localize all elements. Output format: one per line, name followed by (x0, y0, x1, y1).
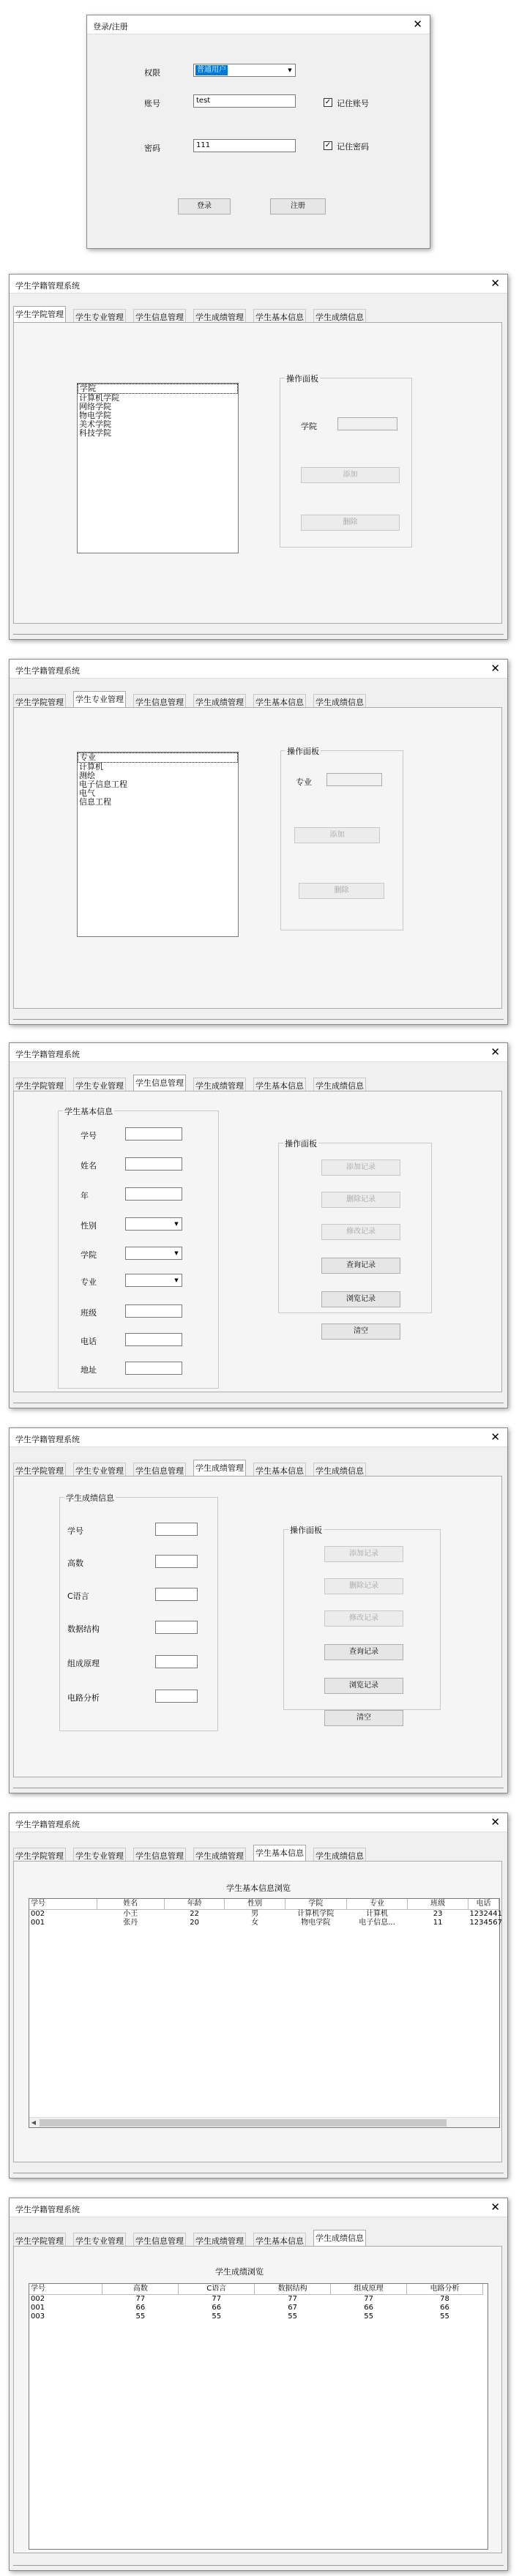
tab-strip (13, 306, 496, 322)
app-title: 学生学籍管理系统 (15, 1820, 80, 1829)
grades-table (29, 2284, 483, 2321)
table-cell: 55 (440, 2312, 449, 2321)
table-cell: 66 (364, 2303, 373, 2312)
table-cell: 男 (251, 1909, 259, 1918)
major-field-label: 专业 (296, 777, 312, 787)
status-bar (13, 1019, 504, 1020)
app-titlebar (10, 275, 507, 294)
close-icon[interactable]: ✕ (490, 277, 500, 290)
table-cell: 23 (433, 1909, 443, 1918)
column-header[interactable]: 高数 (102, 2284, 179, 2294)
info-window (9, 1042, 508, 1408)
delete-button[interactable]: 删除 (301, 515, 400, 531)
tab-info[interactable]: 学生信息管理 (133, 2233, 186, 2246)
app-titlebar (10, 2198, 507, 2217)
app-titlebar (10, 1813, 507, 1832)
table-cell: 55 (212, 2312, 222, 2321)
table-cell: 77 (288, 2294, 298, 2303)
tab-grades-view[interactable]: 学生成绩信息 (313, 1078, 366, 1091)
list-item[interactable]: 计算机 (79, 762, 103, 772)
list-item[interactable]: 电子信息工程 (79, 780, 127, 789)
close-icon[interactable]: ✕ (490, 1430, 500, 1444)
college-list[interactable] (77, 383, 239, 553)
grades-view-tab-page (13, 2246, 502, 2553)
add-record-button[interactable]: 添加记录 (321, 1160, 400, 1176)
table-row[interactable] (29, 2304, 483, 2312)
table-cell: 003 (31, 2312, 45, 2321)
table-cell: 001 (31, 2303, 45, 2312)
tab-grades[interactable]: 学生成绩管理 (193, 1078, 246, 1091)
college-tab-page (13, 322, 502, 624)
tab-info[interactable]: 学生信息管理 (133, 309, 186, 322)
basic-info-table (29, 1899, 502, 1927)
tab-basic-view[interactable]: 学生基本信息 (253, 309, 306, 322)
query-record-button[interactable]: 查询记录 (324, 1644, 403, 1660)
field-label-math: 高数 (67, 1558, 83, 1568)
grades-view-caption: 学生成绩浏览 (215, 2267, 264, 2277)
table-header (29, 1899, 499, 1909)
tab-major[interactable]: 学生专业管理 (73, 309, 126, 322)
ops-panel-title: 操作面板 (285, 1139, 317, 1149)
ops-panel (278, 1139, 432, 1335)
browse-record-button[interactable]: 浏览记录 (324, 1678, 403, 1694)
table-cell: 1234567 (469, 1918, 502, 1927)
tab-college[interactable]: 学生学院管理 (13, 1848, 66, 1861)
table-cell: 20 (190, 1918, 199, 1927)
id-input[interactable] (125, 1127, 182, 1140)
college-input[interactable] (337, 417, 397, 430)
class-input[interactable] (125, 1304, 182, 1318)
add-button[interactable]: 添加 (301, 467, 400, 483)
column-header[interactable]: 年龄 (164, 1899, 225, 1909)
age-input[interactable] (125, 1187, 182, 1201)
tab-college[interactable]: 学生学院管理 (13, 306, 66, 322)
grades-view-window (9, 2198, 508, 2571)
add-button[interactable]: 添加 (294, 827, 380, 843)
tab-grades[interactable]: 学生成绩管理 (193, 2233, 246, 2246)
field-label-co: 组成原理 (67, 1659, 100, 1668)
college-window (9, 274, 508, 640)
tab-basic-view[interactable]: 学生基本信息 (253, 1078, 306, 1091)
login-titlebar (87, 15, 430, 34)
table-cell: 77 (135, 2294, 146, 2303)
field-label-gender: 性别 (81, 1221, 97, 1231)
ops-panel (283, 1526, 441, 1722)
major-window (9, 659, 508, 1025)
ops-panel (280, 747, 403, 930)
math-input[interactable] (155, 1555, 198, 1568)
clear-button[interactable]: 清空 (321, 1324, 400, 1340)
table-cell: 001 (31, 1918, 45, 1927)
list-item[interactable]: 测绘 (79, 771, 95, 780)
delete-record-button[interactable]: 删除记录 (321, 1192, 400, 1208)
column-header[interactable]: 组成原理 (331, 2284, 407, 2294)
field-label-major: 专业 (81, 1277, 97, 1287)
tab-grades-view[interactable]: 学生成绩信息 (313, 309, 366, 322)
tab-college[interactable]: 学生学院管理 (13, 1078, 66, 1091)
tab-info[interactable]: 学生信息管理 (133, 1075, 186, 1091)
grades-tab-page (13, 1476, 502, 1777)
tab-info[interactable]: 学生信息管理 (133, 1848, 186, 1861)
ds-input[interactable] (155, 1621, 198, 1634)
column-header[interactable]: 数据结构 (255, 2284, 331, 2294)
tab-grades-view[interactable]: 学生成绩信息 (313, 2230, 366, 2246)
column-header[interactable]: 性别 (225, 1899, 285, 1909)
modify-record-button[interactable]: 修改记录 (321, 1224, 400, 1240)
app-title: 学生学籍管理系统 (15, 2205, 80, 2214)
student-info-group (58, 1107, 219, 1389)
tab-grades-view[interactable]: 学生成绩信息 (313, 694, 366, 707)
column-header[interactable]: 电话 (468, 1899, 499, 1909)
field-label-address: 地址 (81, 1365, 97, 1375)
app-titlebar (10, 1043, 507, 1062)
table-row[interactable] (29, 2294, 483, 2304)
scroll-thumb[interactable] (40, 2119, 447, 2127)
login-window (86, 15, 430, 249)
co-input[interactable] (155, 1655, 198, 1668)
table-cell: 张丹 (123, 1918, 138, 1927)
tab-major[interactable]: 学生专业管理 (73, 1463, 126, 1476)
ops-panel (280, 374, 412, 548)
id-input[interactable] (155, 1523, 198, 1536)
tab-basic-view[interactable]: 学生基本信息 (253, 1845, 306, 1861)
table-row[interactable] (29, 2312, 483, 2321)
app-title: 学生学籍管理系统 (15, 666, 80, 676)
table-cell: 小王 (123, 1909, 138, 1918)
chevron-down-icon: ▼ (174, 1250, 179, 1256)
table-cell: 物电学院 (301, 1918, 331, 1927)
table-cell: 77 (212, 2294, 222, 2303)
table-cell: 55 (288, 2312, 298, 2321)
tab-college[interactable]: 学生学院管理 (13, 694, 66, 707)
field-label-id: 学号 (81, 1131, 97, 1140)
app-title: 学生学籍管理系统 (15, 281, 80, 291)
remember-account-label: 记住账号 (337, 99, 369, 108)
field-label-class: 班级 (81, 1308, 97, 1318)
address-input[interactable] (125, 1362, 182, 1375)
table-cell: 002 (31, 2294, 45, 2303)
role-select[interactable] (193, 64, 296, 77)
info-tab-page (13, 1091, 502, 1392)
remember-password-label: 记住密码 (337, 142, 369, 152)
account-input[interactable]: test (193, 94, 296, 108)
column-header[interactable]: 电路分析 (407, 2284, 483, 2294)
gender-select[interactable] (125, 1217, 182, 1231)
table-cell: 66 (135, 2303, 146, 2312)
table-cell: 67 (288, 2303, 298, 2312)
column-header[interactable]: 班级 (408, 1899, 468, 1909)
tab-strip (13, 691, 496, 707)
list-item[interactable]: 物电学院 (79, 411, 111, 420)
table-cell: 66 (212, 2303, 222, 2312)
tab-strip (13, 1460, 496, 1476)
close-icon[interactable]: ✕ (413, 18, 422, 31)
column-header[interactable]: 学号 (29, 2284, 102, 2294)
grades-window (9, 1427, 508, 1793)
chevron-down-icon: ▼ (174, 1221, 179, 1227)
role-value: 普通用户 (197, 66, 226, 74)
tab-grades[interactable]: 学生成绩管理 (193, 1460, 246, 1476)
list-item[interactable]: 信息工程 (79, 797, 111, 807)
major-input[interactable] (326, 773, 382, 786)
field-label-ds: 数据结构 (67, 1624, 100, 1634)
tab-grades[interactable]: 学生成绩管理 (193, 694, 246, 707)
student-info-title: 学生基本信息 (64, 1107, 113, 1116)
table-cell: 22 (190, 1909, 199, 1918)
register-button[interactable]: 注册 (270, 198, 326, 214)
column-header[interactable]: 学院 (285, 1899, 346, 1909)
close-icon[interactable]: ✕ (490, 1815, 500, 1829)
app-title: 学生学籍管理系统 (15, 1050, 80, 1059)
column-header[interactable]: 专业 (346, 1899, 408, 1909)
browse-record-button[interactable]: 浏览记录 (321, 1291, 400, 1307)
major-select[interactable] (125, 1274, 182, 1287)
tab-basic-view[interactable]: 学生基本信息 (253, 694, 306, 707)
list-item[interactable]: 专业 (78, 753, 238, 763)
field-label-college: 学院 (81, 1250, 97, 1260)
column-header[interactable]: 姓名 (97, 1899, 164, 1909)
login-button[interactable]: 登录 (178, 198, 231, 214)
clear-button[interactable]: 清空 (324, 1710, 403, 1726)
tab-strip (13, 2230, 496, 2246)
field-label-phone: 电话 (81, 1337, 97, 1346)
list-item[interactable]: 美术学院 (79, 419, 111, 429)
basic-view-caption: 学生基本信息浏览 (226, 1884, 291, 1893)
field-label-id: 学号 (67, 1526, 83, 1536)
tab-basic-view[interactable]: 学生基本信息 (253, 1463, 306, 1476)
list-item[interactable]: 计算机学院 (79, 393, 119, 403)
password-input[interactable]: 111 (193, 139, 296, 152)
table-cell: 78 (440, 2294, 449, 2303)
list-item[interactable]: 科技学院 (79, 428, 111, 438)
ops-panel-title: 操作面板 (290, 1526, 322, 1535)
close-icon[interactable]: ✕ (490, 662, 500, 675)
column-header[interactable]: C语言 (179, 2284, 255, 2294)
query-record-button[interactable]: 查询记录 (321, 1258, 400, 1274)
table-cell: 002 (31, 1909, 45, 1918)
tab-strip (13, 1845, 496, 1861)
major-tab-page (13, 707, 502, 1009)
list-item[interactable]: 电气 (79, 788, 95, 798)
field-label-c: C语言 (67, 1591, 89, 1601)
tab-grades[interactable]: 学生成绩管理 (193, 309, 246, 322)
basic-view-tab-page (13, 1861, 502, 2162)
table-cell: 11 (433, 1918, 443, 1927)
horizontal-scrollbar[interactable] (29, 2117, 499, 2127)
chevron-down-icon: ▼ (174, 1277, 179, 1283)
table-cell: 55 (364, 2312, 373, 2321)
delete-button[interactable]: 删除 (299, 883, 384, 899)
remember-account-checkbox[interactable]: ✓ (324, 98, 332, 106)
table-cell: 55 (135, 2312, 146, 2321)
tab-major[interactable]: 学生专业管理 (73, 691, 126, 707)
phone-input[interactable] (125, 1333, 182, 1346)
ops-panel-title: 操作面板 (286, 374, 318, 384)
tab-college[interactable]: 学生学院管理 (13, 2233, 66, 2246)
tab-college[interactable]: 学生学院管理 (13, 1463, 66, 1476)
modify-record-button[interactable]: 修改记录 (324, 1610, 403, 1627)
circuit-input[interactable] (155, 1690, 198, 1703)
grades-info-title: 学生成绩信息 (66, 1493, 114, 1503)
table-cell: 女 (251, 1918, 259, 1927)
chevron-down-icon: ▼ (288, 67, 292, 73)
tab-grades-view[interactable]: 学生成绩信息 (313, 1463, 366, 1476)
name-input[interactable] (125, 1157, 182, 1171)
add-record-button[interactable]: 添加记录 (324, 1546, 403, 1562)
field-label-age: 年 (81, 1191, 89, 1201)
tab-strip (13, 1075, 496, 1091)
tab-info[interactable]: 学生信息管理 (133, 694, 186, 707)
ops-panel-title: 操作面板 (287, 747, 319, 756)
role-label: 权限 (144, 68, 160, 78)
close-icon[interactable]: ✕ (490, 1045, 500, 1059)
column-header[interactable]: 学号 (29, 1899, 97, 1909)
tab-major[interactable]: 学生专业管理 (73, 1848, 126, 1861)
remember-password-checkbox[interactable]: ✓ (324, 141, 332, 149)
table-cell: 计算机 (366, 1909, 389, 1918)
table-row[interactable] (29, 1919, 499, 1927)
delete-record-button[interactable]: 删除记录 (324, 1578, 403, 1594)
status-bar (13, 634, 504, 635)
tab-grades[interactable]: 学生成绩管理 (193, 1848, 246, 1861)
table-header (29, 2284, 483, 2294)
tab-basic-view[interactable]: 学生基本信息 (253, 2233, 306, 2246)
password-label: 密码 (144, 143, 160, 153)
list-item[interactable]: 学院 (78, 384, 238, 394)
grades-grid[interactable] (29, 2283, 488, 2550)
table-row[interactable] (29, 1909, 499, 1919)
scroll-left-icon[interactable]: ◀ (31, 2119, 37, 2126)
tab-info[interactable]: 学生信息管理 (133, 1463, 186, 1476)
college-select[interactable] (125, 1247, 182, 1260)
basic-info-grid[interactable] (29, 1898, 500, 2128)
login-title: 登录/注册 (93, 22, 128, 31)
basic-view-window (9, 1812, 508, 2179)
app-titlebar (10, 660, 507, 679)
grades-info-group (59, 1493, 218, 1731)
field-label-circuit: 电路分析 (67, 1693, 100, 1703)
table-cell: 电子信息... (359, 1918, 395, 1927)
list-item[interactable]: 网络学院 (79, 402, 111, 411)
field-label-name: 姓名 (81, 1161, 97, 1171)
tab-major[interactable]: 学生专业管理 (73, 1078, 126, 1091)
tab-grades-view[interactable]: 学生成绩信息 (313, 1848, 366, 1861)
tab-major[interactable]: 学生专业管理 (73, 2233, 126, 2246)
major-list[interactable] (77, 752, 239, 937)
c-input[interactable] (155, 1588, 198, 1601)
college-field-label: 学院 (301, 422, 317, 431)
table-cell: 1232441 (469, 1909, 502, 1918)
app-title: 学生学籍管理系统 (15, 1435, 80, 1444)
table-cell: 计算机学院 (297, 1909, 335, 1918)
table-cell: 77 (364, 2294, 373, 2303)
app-titlebar (10, 1428, 507, 1447)
table-cell: 66 (440, 2303, 449, 2312)
close-icon[interactable]: ✕ (490, 2200, 500, 2214)
status-bar (13, 2565, 504, 2566)
account-label: 账号 (144, 99, 160, 108)
